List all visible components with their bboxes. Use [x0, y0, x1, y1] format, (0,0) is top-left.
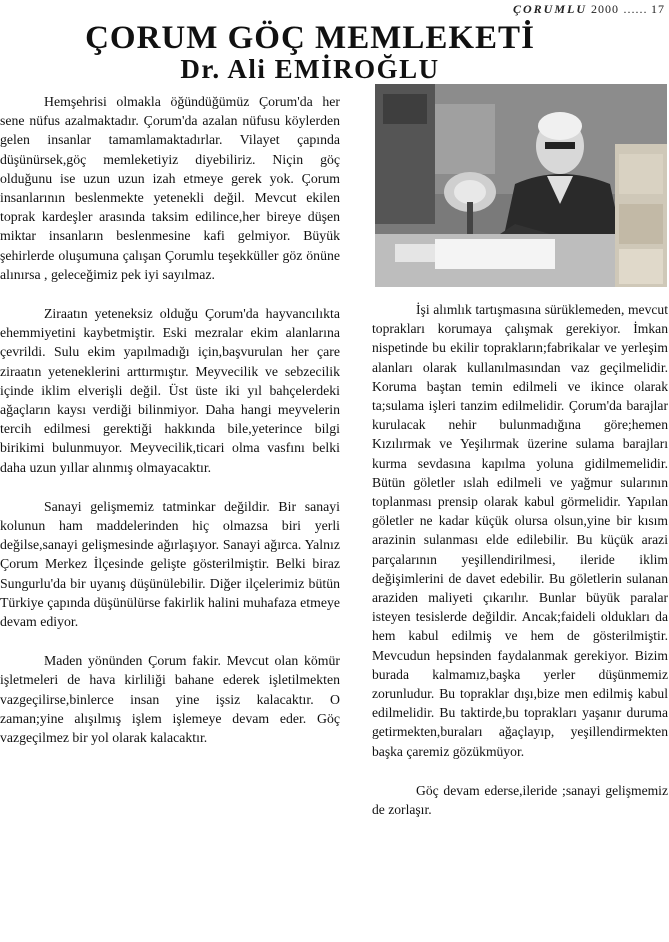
article-author: Dr. Ali EMİROĞLU — [180, 54, 440, 84]
paragraph: Hemşehrisi olmakla öğündüğümüz Çorum'da her sene nüfus azalmaktadır. Çorum'da azalan nüfusu köylerden gelen insanlar tamamlamaktadırlar. Vilayet çapında düşünürsek,göç memleketiyiz diyebiliriz. Niçin göç olduğunu ise uzun uzun izah etmeye gerek yok. Çorum insanlarının beslenmekte yetenekli değil. Mevcut ekilen toprak kardeşler arasında taksim edilince,her bireye düşen miktar insanların beslenmesine kafi gelmiyor. Büyük şehirlerde oluşumuna çalışan Çorumlu teşekküller göz önüne alınırsa , geleceğimiz pek iyi sayılmaz. — [0, 94, 340, 282]
article-title: ÇORUM GÖÇ MEMLEKETİ — [85, 20, 535, 56]
masthead-year: 2000 — [591, 2, 619, 16]
paragraph: Maden yönünden Çorum fakir. Mevcut olan kömür işletmeleri de hava kirliliği bahane ederek işletilmekten vazgeçilirse,binlerce insan yine işsiz kalacaktır. O zaman;yine alışılmış işlem işlemeye devam eder. Göç vazgeçilmez bir yol olarak kalacaktır. — [0, 653, 340, 746]
page-number: 17 — [651, 2, 665, 16]
paragraph: Sanayi gelişmemiz tatminkar değildir. Bir sanayi kolunun ham maddelerinden hiç olmazsa biri yerli değilse,sanayi gelişmesinde ağırlaşıyor. Sanayi ağırca. Yalnız Çorum Merkez İlçesinde gelişte gösterilmiştir. Belki biraz Sungurlu'da bir uyanış düşünülebilir. Diğer ilçelerimiz bütün Türkiye çapında düşünülürse fakirlik halini muhafaza etmeye devam ediyor. — [0, 498, 340, 630]
author-at-desk-photo-icon — [375, 84, 667, 287]
masthead-dots: …… — [623, 2, 647, 16]
paragraph: İşi alımlık tartışmasına sürüklemeden, mevcut toprakları korumaya çalışmak gerekiyor. İmkan nispetinde bu ekilir toprakların;fabrikalar ve yerleşim alanları olarak kullanılmasından vaz geçilmelidir. Koruma baştan temin edilmeli ve ikince olarak ta;sulama işleri tanzim edilmelidir. Çorum'da barajlar kurulacak nehir bulunmadığına göre;hemen Kızılırmak ve Yeşilırmak üzerine sulama barajları kurma sevdasına kapılma yoluna gidilmemelidir. Bütün göletler ıslah edilmeli ve yağmur sularının toplanması prensip olarak kabul görmelidir. Yapılan göletler ne kadar küçük olursa olsun,yine bir kısım arazinin sulanması elde edilebilir. Bu küçük arazi parçalarının yeşillendirilmesi, ileride iklim değişimlerini de davet edebilir. Bu göletlerin sulanan araziden maliyeti çıkarılır. Bunlar büyük paralar isteyen tesislerde değildir. Ancak;faideli oldukları da hem kabul edilmiş ve hem de gösterilmiştir. Mevcudun hepsinden faydalanmak gerekiyor. Bizim burada kalmamız,başka yerler düşünmemiz zorunludur. Bu topraklar dışı,bize men edilmiş kabul edilmelidir. Bu taktirde,bu toprakları yaşanır duruma getirmekten,buraları ağaçlayıp, yeşillendirmekten başka çaremiz gözükmüyor. — [372, 302, 668, 759]
author-photo — [375, 84, 667, 287]
masthead-brand: ÇORUMLU — [512, 2, 587, 16]
right-column — [372, 300, 668, 839]
paragraph: Ziraatın yeteneksiz olduğu Çorum'da hayvancılıkta ehemmiyetini kaybetmiştir. Eski mezralar ekim alanlarına çevrildi. Sulu ekim yapılmadığı için,başvurulan her çare ziraatın yeteneklerini arttırmıştır. Meyvecilik ve sebzecilik içinde iklim elverişli değil. Üst üste iki yıl bahçelerdeki ağaçların kaysı verdiği bilinmiyor. Daha hangi meyvelerin tercih edilmesi gerektiği hakkında bile,yeterince bilgi birikimi bulunmuyor. Meyvecilik,ticari olma vasfını belki daha uzun yıllar alınmış olmayacaktır. — [0, 306, 340, 475]
paragraph: Göç devam ederse,ileride ;sanayi gelişmemiz de zorlaşır. — [372, 782, 668, 818]
masthead — [513, 2, 665, 17]
left-column — [0, 92, 340, 767]
